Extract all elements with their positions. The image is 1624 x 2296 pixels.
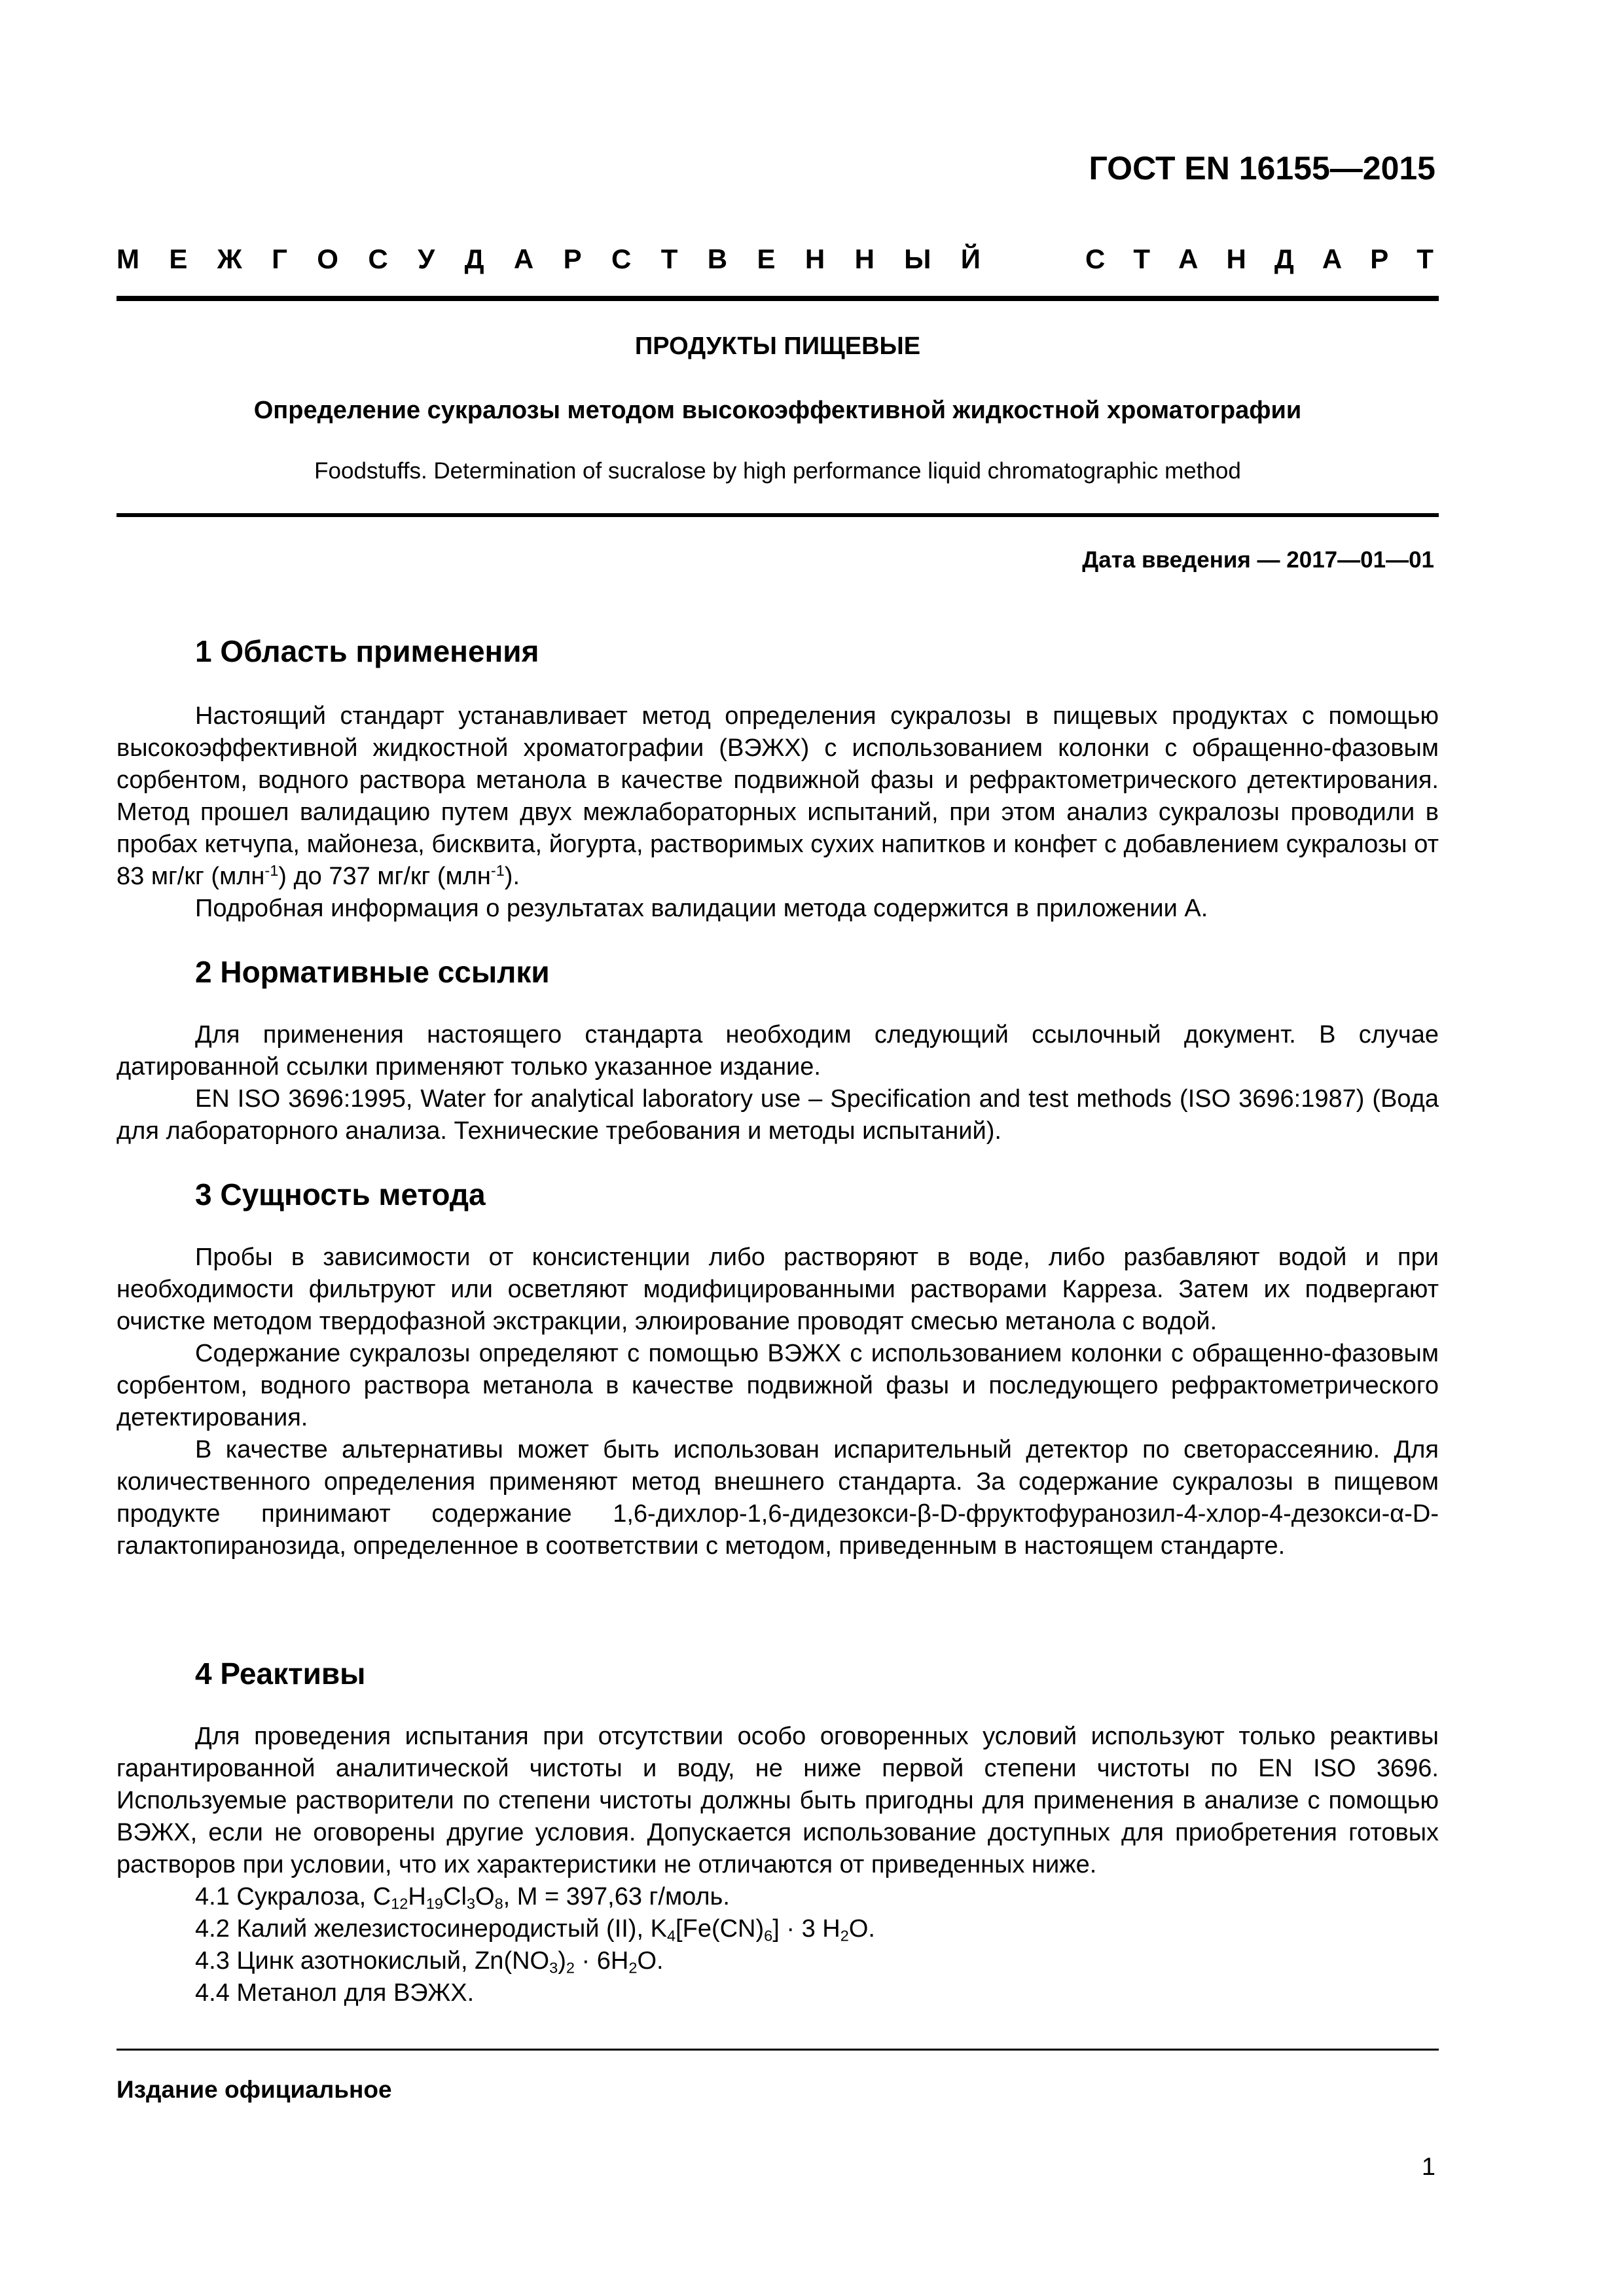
reagent-item-zinc-nitrate: 4.3 Цинк азотнокислый, $Zn(NO_3)_2 \cdot 6H_2O$.	[195, 1947, 664, 1977]
section-3-paragraph-1: Пробы в зависимости от консистенции либо растворяют в воде, либо разбавляют водой и при необходимости фильтруют или осветляют модифицированными растворами Карреза. Затем их подвергают очистке методом твердофазной экстракции, элюирование проводят смесью метанола с водой.	[117, 1244, 1439, 1335]
reagent-item-potassium-ferrocyanide: 4.2 Калий железистосинеродистый (II), $K_4[Fe(CN)_6] \cdot 3$ $H_2O$.	[195, 1915, 875, 1945]
banner-letter: С	[611, 243, 632, 274]
section-3-heading: 3 Сущность метода	[195, 1177, 486, 1211]
banner-letter: Р	[563, 243, 582, 274]
section-1-paragraph-1: Настоящий стандарт устанавливает метод определения сукралозы в пищевых продуктах с помощью высокоэффективной жидкостной хроматографии (ВЭЖХ) с использованием колонки с обращенно-фазовым сорбентом, водного раствора метанола в качестве подвижной фазы и рефрактометрического детектирования. Метод прошел валидацию путем двух межлабораторных испытаний, при этом анализ сукралозы проводили в пробах кетчупа, майонеза, бисквита, йогурта, растворимых сухих напитков и конфет с добавлением сукралозы от 83 мг/кг (млн$^{-1}$) до 737 мг/кг (млн$^{-1}$).	[117, 702, 1439, 890]
section-1-heading: 1 Область применения	[195, 634, 539, 668]
footer-rule	[117, 2049, 1439, 2051]
banner-letter: Й	[960, 243, 981, 274]
banner-letter: С	[1085, 243, 1106, 274]
banner-letter: Д	[1274, 243, 1294, 274]
gost-code: ГОСТ EN 16155—2015	[1089, 150, 1435, 187]
section-3-paragraph-2: Содержание сукралозы определяют с помощью ВЭЖХ с использованием колонки с обращенно-фазовым сорбентом, водного раствора метанола в качестве подвижной фазы и последующего рефрактометрического детектирования.	[117, 1340, 1439, 1431]
section-2-body	[117, 1019, 1439, 1147]
section-2-paragraph-2: EN ISO 3696:1995, Water for analytical laboratory use – Specification and test methods (ISO 3696:1987) (Вода для лабораторного анализа. Технические требования и методы испытаний).	[117, 1085, 1439, 1145]
banner-letter: С	[368, 243, 388, 274]
document-subtitle: Определение сукралозы методом высокоэффективной жидкостной хроматографии	[253, 397, 1302, 424]
banner-letter: Т	[1416, 243, 1434, 274]
section-4-paragraph-1: Для проведения испытания при отсутствии особо оговоренных условий используют только реактивы гарантированной аналитической чистоты и воду, не ниже первой степени чистоты по EN ISO 3696. Используемые растворители по степени чистоты должны быть пригодны для применения в анализе с помощью ВЭЖХ, если не оговорены другие условия. Допускается использование доступных для приобретения готовых растворов при условии, что их характеристики не отличаются от приведенных ниже.	[117, 1723, 1439, 1878]
banner-letter: Н	[804, 243, 825, 274]
introduction-date: Дата введения — 2017—01—01	[1082, 547, 1434, 573]
header-rule	[117, 296, 1439, 301]
banner-letter: В	[707, 243, 728, 274]
banner-letter: Е	[757, 243, 776, 274]
reagents-list	[117, 1881, 1439, 2009]
section-2-paragraph-1: Для применения настоящего стандарта необходим следующий ссылочный документ. В случае датированной ссылки применяют только указанное издание.	[117, 1021, 1439, 1081]
section-2-heading: 2 Нормативные ссылки	[195, 955, 550, 989]
document-title: ПРОДУКТЫ ПИЩЕВЫЕ	[634, 332, 921, 360]
banner-letter: Т	[660, 243, 678, 274]
banner-letter: Н	[854, 243, 875, 274]
reagent-item-sucralose: 4.1 Сукралоза, $C_{12}H_{19}Cl_3O_8$, М = 397,63 г/моль.	[195, 1883, 730, 1912]
page-number: 1	[1421, 2153, 1435, 2181]
english-title: Foodstuffs. Determination of sucralose by high performance liquid chromatographic method	[314, 458, 1241, 484]
banner-word-interstate	[117, 243, 981, 275]
banner-letter: Ж	[217, 243, 242, 274]
title-rule	[117, 513, 1439, 517]
banner-letter: А	[1322, 243, 1343, 274]
banner-letter: А	[1178, 243, 1199, 274]
banner-word-standard	[1085, 243, 1434, 275]
banner-letter: М	[117, 243, 139, 274]
section-1-paragraph-2: Подробная информация о результатах валидации метода содержится в приложении А.	[195, 895, 1208, 922]
banner-letter: Ы	[904, 243, 931, 274]
official-edition-label: Издание официальное	[117, 2076, 392, 2103]
banner-letter: Е	[169, 243, 188, 274]
section-4-body	[117, 1721, 1439, 2009]
banner-letter: Р	[1370, 243, 1389, 274]
section-4-heading: 4 Реактивы	[195, 1657, 366, 1691]
section-3-paragraph-3: В качестве альтернативы может быть использован испарительный детектор по светорассеянию. Для количественного определения применяют метод внешнего стандарта. За содержание сукралозы в пищевом продукте принимают содержание 1,6-дихлор-1,6-дидезокси-β-D-фруктофуранозил-4-хлор-4-дезокси-α-D-галактопиранозида, определенное в соответствии с методом, приведенным в настоящем стандарте.	[117, 1436, 1439, 1560]
banner-letter: А	[513, 243, 534, 274]
banner-letter: Т	[1133, 243, 1151, 274]
banner-letter: Н	[1226, 243, 1246, 274]
interstate-standard-banner	[117, 243, 1434, 275]
section-1-body	[117, 700, 1439, 925]
banner-letter: Д	[464, 243, 484, 274]
reagent-item-methanol: 4.4 Метанол для ВЭЖХ.	[195, 1979, 475, 2007]
banner-letter: У	[418, 243, 435, 274]
section-3-body	[117, 1242, 1439, 1562]
banner-letter: О	[317, 243, 338, 274]
banner-letter: Г	[272, 243, 287, 274]
